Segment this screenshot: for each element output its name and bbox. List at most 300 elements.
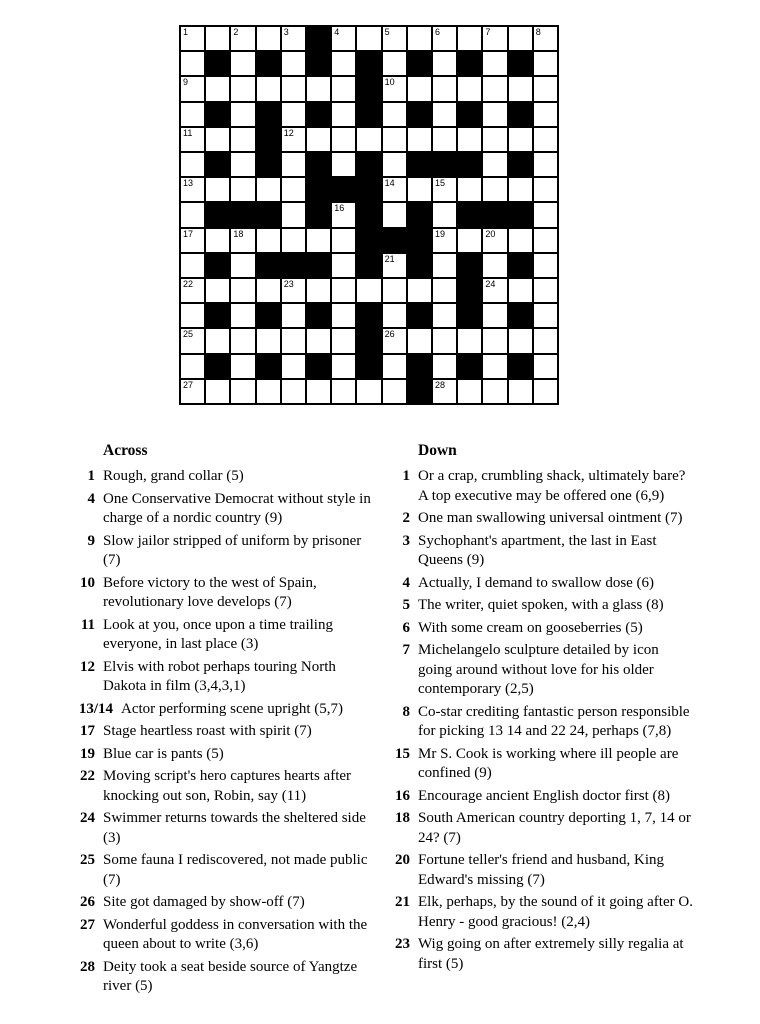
grid-cell-white[interactable] <box>181 229 204 252</box>
clue-text: Rough, grand collar (5) <box>103 468 244 484</box>
clue-text: Fortune teller's friend and husband, King Edward's missing (7) <box>418 852 664 888</box>
grid-cell-white[interactable] <box>433 103 456 126</box>
grid-cell-white[interactable] <box>383 329 406 352</box>
grid-cell-black <box>307 203 330 226</box>
grid-cell-white[interactable] <box>231 103 254 126</box>
grid-cell-white[interactable] <box>332 52 355 75</box>
cell-number: 17 <box>183 228 194 239</box>
grid-cell-white[interactable] <box>383 103 406 126</box>
grid-cell-black <box>257 103 280 126</box>
grid-cell-white[interactable] <box>458 178 481 201</box>
grid-cell-white[interactable] <box>307 380 330 403</box>
grid-cell-white[interactable] <box>433 380 456 403</box>
grid-cell-black <box>408 153 431 176</box>
grid-cell-white[interactable] <box>332 103 355 126</box>
grid-cell-black <box>307 355 330 378</box>
grid-cell-white[interactable] <box>257 229 280 252</box>
clue-text: Co-star crediting fantastic person responsible for picking 13 14 and 22 24, perhaps (7,8) <box>418 703 690 739</box>
grid-cell-white[interactable] <box>206 77 229 100</box>
clue-text: Deity took a seat beside source of Yangtze river (5) <box>103 958 358 994</box>
grid-cell-black <box>231 203 254 226</box>
grid-cell-white[interactable] <box>383 203 406 226</box>
cell-number: 16 <box>334 203 345 214</box>
grid-cell-white[interactable] <box>383 153 406 176</box>
cell-number: 10 <box>384 77 395 88</box>
grid-cell-white[interactable] <box>483 279 506 302</box>
down-clue-5 <box>375 596 705 616</box>
grid-cell-black <box>257 355 280 378</box>
grid-cell-black <box>206 103 229 126</box>
grid-cell-white[interactable] <box>332 279 355 302</box>
grid-cell-black <box>357 254 380 277</box>
grid-cell-white[interactable] <box>534 229 557 252</box>
clue-text: With some cream on gooseberries (5) <box>418 619 643 636</box>
cell-number: 27 <box>183 379 194 390</box>
down-clue-list <box>375 467 705 974</box>
grid-cell-white[interactable] <box>433 178 456 201</box>
grid-cell-white[interactable] <box>206 380 229 403</box>
down-clue-21 <box>375 893 705 932</box>
grid-cell-white[interactable] <box>509 128 532 151</box>
cell-number: 6 <box>435 27 441 37</box>
clue-number: 17 <box>80 723 95 739</box>
grid-cell-white[interactable] <box>181 77 204 100</box>
clue-text: Elk, perhaps, by the sound of it going after O. Henry - good gracious! (2,4) <box>418 894 693 930</box>
across-clue-25 <box>60 851 390 890</box>
clue-number: 22 <box>80 768 95 784</box>
grid-cell-black <box>307 103 330 126</box>
grid-cell-white[interactable] <box>509 229 532 252</box>
grid-cell-black <box>357 77 380 100</box>
grid-cell-white[interactable] <box>231 329 254 352</box>
cell-number: 12 <box>283 127 294 138</box>
grid-cell-white[interactable] <box>458 329 481 352</box>
grid-cell-white[interactable] <box>383 380 406 403</box>
down-clue-7 <box>375 641 705 700</box>
grid-cell-black <box>206 355 229 378</box>
cell-number: 5 <box>384 27 390 37</box>
grid-cell-white[interactable] <box>257 27 280 50</box>
down-clue-20 <box>375 851 705 890</box>
grid-cell-white[interactable] <box>458 128 481 151</box>
grid-cell-white[interactable] <box>181 27 204 50</box>
grid-cell-white[interactable] <box>534 103 557 126</box>
grid-cell-white[interactable] <box>307 279 330 302</box>
grid-cell-white[interactable] <box>181 254 204 277</box>
down-clue-6 <box>375 619 705 639</box>
grid-cell-black <box>307 304 330 327</box>
clue-text: One Conservative Democrat without style in charge of a nordic country (9) <box>103 490 371 526</box>
grid-cell-white[interactable] <box>332 128 355 151</box>
clue-number: 1 <box>402 468 410 484</box>
grid-cell-white[interactable] <box>231 355 254 378</box>
across-clue-19 <box>60 745 390 765</box>
down-clue-15 <box>375 745 705 784</box>
grid-cell-white[interactable] <box>534 329 557 352</box>
grid-cell-white[interactable] <box>383 279 406 302</box>
cell-number: 13 <box>183 178 194 189</box>
grid-cell-white[interactable] <box>206 178 229 201</box>
grid-cell-black <box>357 153 380 176</box>
grid-cell-white[interactable] <box>357 380 380 403</box>
grid-cell-black <box>206 153 229 176</box>
grid-cell-black <box>383 229 406 252</box>
grid-cell-black <box>257 128 280 151</box>
grid-cell-black <box>332 178 355 201</box>
down-clue-23 <box>375 935 705 974</box>
grid-cell-white[interactable] <box>408 77 431 100</box>
grid-cell-white[interactable] <box>383 52 406 75</box>
grid-cell-white[interactable] <box>357 128 380 151</box>
grid-cell-white[interactable] <box>231 279 254 302</box>
grid-cell-white[interactable] <box>383 77 406 100</box>
grid-cell-white[interactable] <box>231 52 254 75</box>
cell-number: 4 <box>334 27 340 37</box>
grid-cell-black <box>307 52 330 75</box>
grid-cell-white[interactable] <box>231 254 254 277</box>
grid-cell-white[interactable] <box>534 380 557 403</box>
clue-text: Mr S. Cook is working where ill people are confined (9) <box>418 745 679 781</box>
clue-number: 18 <box>395 810 410 826</box>
grid-cell-black <box>458 355 481 378</box>
grid-cell-white[interactable] <box>383 27 406 50</box>
grid-cell-white[interactable] <box>181 304 204 327</box>
grid-cell-black <box>458 254 481 277</box>
grid-cell-black <box>433 153 456 176</box>
clue-text: Some fauna I rediscovered, not made public (7) <box>103 852 368 888</box>
grid-cell-white[interactable] <box>433 203 456 226</box>
grid-cell-white[interactable] <box>534 203 557 226</box>
grid-cell-white[interactable] <box>509 329 532 352</box>
across-clue-26 <box>60 893 390 913</box>
grid-cell-white[interactable] <box>282 27 305 50</box>
grid-cell-white[interactable] <box>483 254 506 277</box>
grid-cell-white[interactable] <box>433 304 456 327</box>
clue-number: 4 <box>87 490 95 507</box>
grid-cell-white[interactable] <box>282 279 305 302</box>
cell-number: 22 <box>183 279 194 289</box>
grid-cell-white[interactable] <box>181 279 204 302</box>
grid-cell-white[interactable] <box>282 103 305 126</box>
grid-cell-white[interactable] <box>458 229 481 252</box>
clue-text: Slow jailor stripped of uniform by prisoner (7) <box>103 532 362 568</box>
clue-number: 8 <box>402 703 410 720</box>
clue-text: Wig going on after extremely silly regalia at first (5) <box>418 936 684 972</box>
grid-cell-white[interactable] <box>357 27 380 50</box>
grid-cell-white[interactable] <box>181 355 204 378</box>
grid-cell-white[interactable] <box>534 52 557 75</box>
clue-text: Look at you, once upon a time trailing everyone, in last place (3) <box>103 616 333 652</box>
grid-cell-black <box>307 178 330 201</box>
grid-cell-white[interactable] <box>231 178 254 201</box>
grid-cell-white[interactable] <box>509 380 532 403</box>
grid-cell-white[interactable] <box>433 27 456 50</box>
grid-cell-white[interactable] <box>206 128 229 151</box>
grid-cell-white[interactable] <box>534 27 557 50</box>
grid-cell-black <box>509 355 532 378</box>
grid-cell-white[interactable] <box>231 128 254 151</box>
cell-number: 20 <box>485 228 496 239</box>
grid-cell-white[interactable] <box>181 52 204 75</box>
grid-cell-white[interactable] <box>181 153 204 176</box>
down-clue-1 <box>375 467 705 506</box>
grid-cell-black <box>307 153 330 176</box>
grid-cell-white[interactable] <box>181 380 204 403</box>
grid-cell-white[interactable] <box>282 304 305 327</box>
clue-number: 26 <box>80 894 95 910</box>
clue-text: Elvis with robot perhaps touring North Dakota in film (3,4,3,1) <box>103 658 336 694</box>
clue-number: 4 <box>402 574 410 591</box>
clue-number: 27 <box>80 916 95 933</box>
grid-cell-white[interactable] <box>458 77 481 100</box>
grid-cell-white[interactable] <box>433 52 456 75</box>
grid-cell-white[interactable] <box>206 27 229 50</box>
clue-number: 20 <box>395 852 410 868</box>
grid-cell-white[interactable] <box>206 229 229 252</box>
grid-cell-white[interactable] <box>257 380 280 403</box>
grid-cell-white[interactable] <box>483 229 506 252</box>
clue-number: 12 <box>80 658 95 675</box>
cell-number: 2 <box>233 27 239 37</box>
grid-cell-black <box>307 254 330 277</box>
grid-cell-white[interactable] <box>332 27 355 50</box>
grid-cell-white[interactable] <box>458 380 481 403</box>
clue-number: 23 <box>395 936 410 952</box>
grid-cell-white[interactable] <box>509 27 532 50</box>
across-clue-list <box>60 467 390 997</box>
clue-number: 6 <box>402 619 410 636</box>
grid-cell-black <box>257 153 280 176</box>
grid-cell-white[interactable] <box>282 128 305 151</box>
grid-cell-white[interactable] <box>282 77 305 100</box>
grid-cell-black <box>357 52 380 75</box>
grid-cell-white[interactable] <box>206 279 229 302</box>
grid-cell-white[interactable] <box>483 304 506 327</box>
grid-cell-white[interactable] <box>534 153 557 176</box>
across-clue-4 <box>60 490 390 529</box>
across-clue-9 <box>60 532 390 571</box>
cell-number: 18 <box>233 228 244 239</box>
across-clues-column <box>60 441 390 1000</box>
grid-cell-black <box>458 153 481 176</box>
grid-cell-white[interactable] <box>282 203 305 226</box>
grid-cell-white[interactable] <box>483 355 506 378</box>
grid-cell-white[interactable] <box>307 128 330 151</box>
grid-cell-white[interactable] <box>332 355 355 378</box>
grid-cell-white[interactable] <box>433 77 456 100</box>
grid-cell-white[interactable] <box>231 304 254 327</box>
grid-cell-white[interactable] <box>206 329 229 352</box>
grid-cell-black <box>257 304 280 327</box>
cell-number: 15 <box>435 178 446 189</box>
grid-cell-white[interactable] <box>483 27 506 50</box>
grid-cell-white[interactable] <box>483 178 506 201</box>
grid-cell-white[interactable] <box>483 380 506 403</box>
grid-cell-white[interactable] <box>383 254 406 277</box>
grid-cell-white[interactable] <box>282 380 305 403</box>
grid-cell-black <box>458 203 481 226</box>
grid-cell-black <box>408 380 431 403</box>
grid-cell-white[interactable] <box>509 279 532 302</box>
grid-cell-white[interactable] <box>257 77 280 100</box>
clue-number: 5 <box>402 597 410 613</box>
grid-cell-white[interactable] <box>282 153 305 176</box>
grid-cell-white[interactable] <box>332 203 355 226</box>
across-clue-1 <box>60 467 390 487</box>
grid-cell-white[interactable] <box>257 279 280 302</box>
grid-cell-white[interactable] <box>483 128 506 151</box>
grid-cell-white[interactable] <box>408 27 431 50</box>
grid-cell-white[interactable] <box>332 229 355 252</box>
grid-cell-white[interactable] <box>181 103 204 126</box>
clue-text: Before victory to the west of Spain, revolutionary love develops (7) <box>103 574 317 610</box>
grid-cell-white[interactable] <box>534 279 557 302</box>
grid-cell-black <box>206 304 229 327</box>
grid-cell-white[interactable] <box>483 77 506 100</box>
grid-cell-black <box>509 304 532 327</box>
down-header: Down <box>418 442 457 459</box>
cell-number: 1 <box>183 27 189 37</box>
grid-cell-white[interactable] <box>483 103 506 126</box>
grid-cell-white[interactable] <box>257 178 280 201</box>
grid-cell-white[interactable] <box>282 229 305 252</box>
clue-text: Blue car is pants (5) <box>103 745 224 762</box>
clue-text: Wonderful goddess in conversation with the queen about to write (3,6) <box>103 916 368 952</box>
grid-cell-white[interactable] <box>383 128 406 151</box>
clue-number: 11 <box>80 616 95 633</box>
cell-number: 7 <box>485 27 491 37</box>
grid-cell-black <box>509 203 532 226</box>
grid-cell-white[interactable] <box>307 229 330 252</box>
cell-number: 23 <box>283 279 294 289</box>
grid-cell-white[interactable] <box>181 329 204 352</box>
grid-cell-white[interactable] <box>483 329 506 352</box>
grid-cell-white[interactable] <box>408 329 431 352</box>
grid-cell-white[interactable] <box>282 355 305 378</box>
grid-cell-white[interactable] <box>483 153 506 176</box>
grid-cell-white[interactable] <box>433 128 456 151</box>
grid-cell-white[interactable] <box>307 77 330 100</box>
grid-cell-white[interactable] <box>231 27 254 50</box>
grid-cell-black <box>509 103 532 126</box>
grid-cell-white[interactable] <box>282 329 305 352</box>
clue-number: 9 <box>87 532 95 549</box>
grid-cell-white[interactable] <box>408 279 431 302</box>
grid-cell-white[interactable] <box>282 52 305 75</box>
clue-text: Stage heartless roast with spirit (7) <box>103 723 312 739</box>
grid-cell-white[interactable] <box>181 178 204 201</box>
grid-cell-white[interactable] <box>383 304 406 327</box>
grid-cell-white[interactable] <box>357 279 380 302</box>
clue-number: 15 <box>395 745 410 762</box>
across-clue-10 <box>60 574 390 613</box>
down-clue-2 <box>375 509 705 529</box>
clue-text: Michelangelo sculpture detailed by icon going around without love for his older contemporary (2,5) <box>418 642 659 697</box>
grid-cell-white[interactable] <box>534 254 557 277</box>
grid-cell-white[interactable] <box>332 153 355 176</box>
grid-cell-white[interactable] <box>408 178 431 201</box>
across-clue-13-14 <box>60 700 390 720</box>
grid-cell-white[interactable] <box>332 304 355 327</box>
grid-cell-white[interactable] <box>509 77 532 100</box>
grid-cell-white[interactable] <box>257 329 280 352</box>
grid-cell-white[interactable] <box>231 153 254 176</box>
grid-cell-white[interactable] <box>433 229 456 252</box>
grid-cell-white[interactable] <box>383 355 406 378</box>
grid-cell-white[interactable] <box>534 77 557 100</box>
clue-text: Actor performing scene upright (5,7) <box>121 700 344 717</box>
grid-cell-white[interactable] <box>509 178 532 201</box>
grid-cell-black <box>509 52 532 75</box>
grid-cell-black <box>483 203 506 226</box>
grid-cell-white[interactable] <box>181 128 204 151</box>
grid-cell-black <box>408 254 431 277</box>
clue-text: The writer, quiet spoken, with a glass (8) <box>418 597 664 613</box>
grid-cell-white[interactable] <box>383 178 406 201</box>
cell-number: 8 <box>535 27 541 37</box>
grid-cell-white[interactable] <box>534 304 557 327</box>
grid-cell-black <box>509 153 532 176</box>
grid-cell-white[interactable] <box>231 380 254 403</box>
grid-cell-white[interactable] <box>458 27 481 50</box>
grid-cell-black <box>206 203 229 226</box>
grid-cell-white[interactable] <box>231 77 254 100</box>
grid-cell-black <box>458 279 481 302</box>
grid-cell-black <box>458 103 481 126</box>
grid-cell-black <box>357 178 380 201</box>
clue-text: Site got damaged by show-off (7) <box>103 894 305 910</box>
across-clue-11 <box>60 616 390 655</box>
grid-cell-black <box>257 254 280 277</box>
grid-cell-white[interactable] <box>534 355 557 378</box>
across-clue-28 <box>60 958 390 997</box>
grid-cell-black <box>509 254 532 277</box>
grid-cell-white[interactable] <box>433 254 456 277</box>
grid-cell-white[interactable] <box>231 229 254 252</box>
clue-number: 10 <box>80 574 95 591</box>
grid-cell-white[interactable] <box>282 178 305 201</box>
grid-cell-white[interactable] <box>332 254 355 277</box>
across-clue-17 <box>60 722 390 742</box>
grid-cell-white[interactable] <box>534 178 557 201</box>
grid-cell-white[interactable] <box>483 52 506 75</box>
grid-cell-black <box>408 304 431 327</box>
clue-number: 19 <box>80 745 95 762</box>
down-clues-column <box>375 441 705 977</box>
down-clue-8 <box>375 703 705 742</box>
grid-cell-white[interactable] <box>433 329 456 352</box>
clue-text: Sychophant's apartment, the last in East Queens (9) <box>418 532 657 568</box>
crossword-grid[interactable] <box>179 25 559 405</box>
cell-number: 3 <box>283 27 289 37</box>
grid-cell-white[interactable] <box>534 128 557 151</box>
cell-number: 11 <box>183 127 193 138</box>
grid-cell-white[interactable] <box>433 279 456 302</box>
grid-cell-white[interactable] <box>332 380 355 403</box>
across-clue-12 <box>60 658 390 697</box>
grid-cell-white[interactable] <box>181 203 204 226</box>
grid-cell-white[interactable] <box>307 329 330 352</box>
grid-cell-black <box>206 254 229 277</box>
across-clue-24 <box>60 809 390 848</box>
grid-cell-white[interactable] <box>332 77 355 100</box>
across-clue-27 <box>60 916 390 955</box>
grid-cell-white[interactable] <box>433 355 456 378</box>
grid-cell-white[interactable] <box>408 128 431 151</box>
clue-text: Actually, I demand to swallow dose (6) <box>418 574 655 591</box>
grid-cell-black <box>357 304 380 327</box>
grid-cell-white[interactable] <box>332 329 355 352</box>
